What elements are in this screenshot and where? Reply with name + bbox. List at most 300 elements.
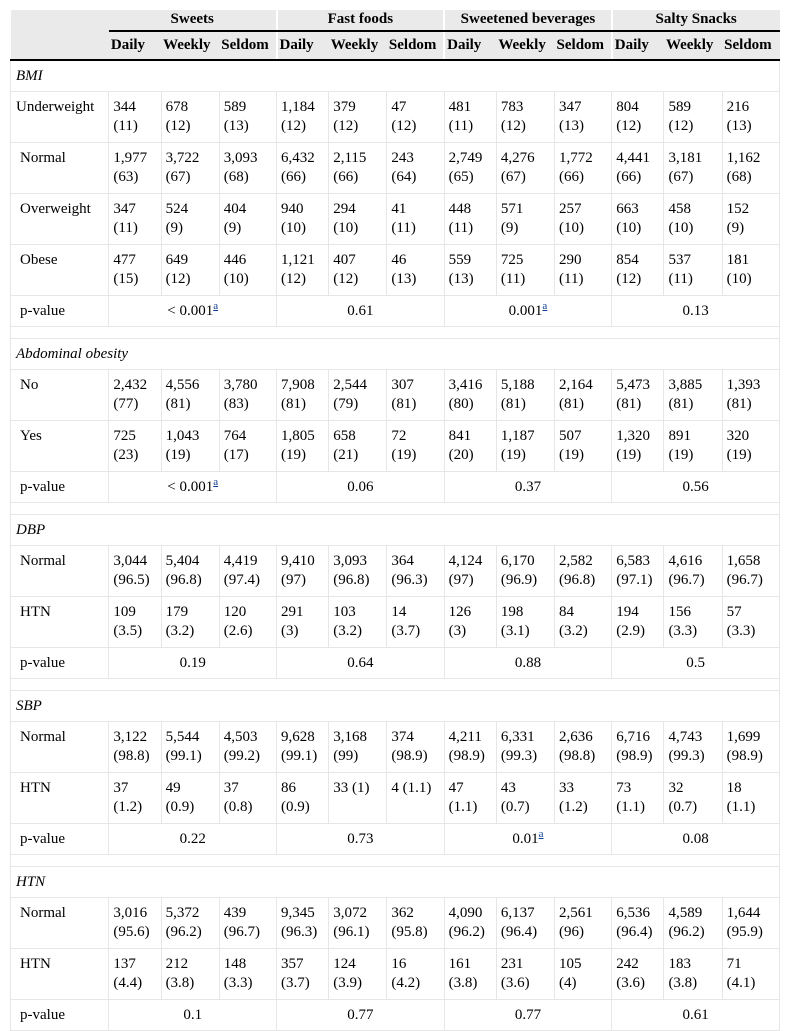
cell-count: 4,441 <box>616 149 650 166</box>
cell-count: 3,168 <box>333 728 367 745</box>
cell-count: 448 <box>448 200 472 217</box>
cell-count: 589 <box>223 98 247 115</box>
cell-count: 320 <box>726 427 750 444</box>
data-cell <box>387 596 444 647</box>
cell-count: 364 <box>391 552 414 569</box>
group-header-sweetened-beverages: Sweetened beverages <box>444 10 612 31</box>
data-cell <box>664 772 722 823</box>
cell-count: 242 <box>616 955 639 972</box>
cell-percent: (12) <box>281 271 307 287</box>
data-cell <box>555 193 612 244</box>
cell-count: 3,044 <box>113 552 148 569</box>
subheader-daily: Daily <box>277 31 329 60</box>
data-cell <box>612 545 664 596</box>
data-cell <box>161 897 219 948</box>
data-cell <box>219 369 276 420</box>
cell-count: 3,885 <box>668 376 703 393</box>
data-cell <box>444 596 496 647</box>
data-cell <box>329 596 387 647</box>
section-header-row <box>11 514 780 545</box>
cell-percent: (77) <box>113 396 139 412</box>
cell-percent: (21) <box>333 447 359 463</box>
data-cell <box>496 420 554 471</box>
cell-percent: (96.4) <box>500 924 538 940</box>
cell-percent: (0.8) <box>223 799 253 815</box>
data-cell <box>219 596 276 647</box>
data-cell <box>219 193 276 244</box>
cell-percent: (2.9) <box>616 623 645 639</box>
data-cell <box>612 948 664 999</box>
section-header-row <box>11 690 780 721</box>
data-cell <box>664 91 722 142</box>
data-cell <box>444 369 496 420</box>
pvalue: 0.001 <box>508 302 543 319</box>
data-cell <box>277 596 329 647</box>
data-cell <box>664 244 722 295</box>
data-cell <box>664 596 722 647</box>
data-cell <box>387 772 444 823</box>
cell-count: 2,544 <box>333 376 367 393</box>
corner-cell-lower <box>11 31 109 60</box>
data-cell <box>219 420 276 471</box>
subheader-seldom: Seldom <box>387 31 444 60</box>
cell-percent: (2.6) <box>223 623 253 639</box>
data-cell <box>329 721 387 772</box>
cell-count: 725 <box>500 251 524 268</box>
data-cell <box>555 545 612 596</box>
cell-percent: (12) <box>668 118 694 134</box>
cell-count: 3,416 <box>448 376 483 393</box>
cell-count: 33 (1) <box>333 779 370 796</box>
data-cell <box>722 596 779 647</box>
cell-percent: (10) <box>559 220 585 236</box>
cell-count: 1,121 <box>281 251 315 268</box>
pvalue-cell <box>444 823 612 854</box>
data-cell <box>277 545 329 596</box>
cell-count: 137 <box>113 955 136 972</box>
cell-count: 179 <box>165 603 189 620</box>
cell-percent: (20) <box>448 447 474 463</box>
pvalue-cell <box>277 471 445 502</box>
cell-count: 2,432 <box>113 376 148 393</box>
footnote-link[interactable]: a <box>213 299 219 312</box>
cell-percent: (3) <box>448 623 467 639</box>
pvalue-row <box>11 647 780 678</box>
cell-count: 477 <box>113 251 136 268</box>
data-cell <box>277 948 329 999</box>
pvalue: 0.56 <box>682 478 709 495</box>
data-cell <box>329 948 387 999</box>
subheader-weekly: Weekly <box>664 31 722 60</box>
cell-percent: (3.9) <box>333 975 362 991</box>
data-cell <box>329 772 387 823</box>
pvalue: 0.64 <box>347 654 374 671</box>
cell-percent: (96.1) <box>333 924 370 940</box>
data-cell <box>555 142 612 193</box>
data-cell <box>387 142 444 193</box>
cell-count: 33 <box>559 779 575 796</box>
pvalue-cell <box>612 647 780 678</box>
cell-count: 9,410 <box>281 552 315 569</box>
cell-percent: (81) <box>668 396 694 412</box>
cell-percent: (97) <box>281 572 307 588</box>
cell-count: 37 <box>113 779 129 796</box>
cell-percent: (11) <box>559 271 584 287</box>
pvalue: 0.77 <box>347 1006 374 1023</box>
data-cell <box>277 897 329 948</box>
cell-percent: (80) <box>448 396 474 412</box>
data-cell <box>444 772 496 823</box>
cell-count: 307 <box>391 376 414 393</box>
data-cell <box>722 369 779 420</box>
cell-count: 571 <box>500 200 524 217</box>
cell-count: 4,124 <box>448 552 483 569</box>
cell-count: 49 <box>165 779 181 796</box>
table-row <box>11 721 780 772</box>
data-cell <box>496 369 554 420</box>
cell-percent: (81) <box>391 396 417 412</box>
data-cell <box>329 91 387 142</box>
cell-percent: (12) <box>333 118 359 134</box>
pvalue-row <box>11 295 780 326</box>
cell-count: 47 <box>391 98 407 115</box>
cell-percent: (98.9) <box>726 748 763 764</box>
cell-count: 404 <box>223 200 247 217</box>
data-cell <box>722 420 779 471</box>
pvalue: 0.88 <box>514 654 542 671</box>
data-cell <box>329 897 387 948</box>
cell-percent: (19) <box>616 447 642 463</box>
cell-count: 559 <box>448 251 472 268</box>
cell-percent: (95.9) <box>726 924 763 940</box>
cell-percent: (99.1) <box>165 748 202 764</box>
data-cell <box>329 244 387 295</box>
data-cell <box>612 596 664 647</box>
cell-percent: (66) <box>281 169 307 185</box>
data-cell <box>277 193 329 244</box>
cell-percent: (64) <box>391 169 417 185</box>
data-cell <box>109 545 161 596</box>
cell-count: 347 <box>113 200 136 217</box>
cell-count: 4,589 <box>668 904 703 921</box>
cell-percent: (19) <box>726 447 752 463</box>
data-cell <box>496 596 554 647</box>
data-cell <box>109 420 161 471</box>
data-cell <box>722 721 779 772</box>
data-cell <box>109 897 161 948</box>
cell-count: 524 <box>165 200 189 217</box>
cell-percent: (12) <box>500 118 526 134</box>
data-table <box>10 10 780 1031</box>
cell-percent: (81) <box>616 396 642 412</box>
cell-count: 2,115 <box>333 149 367 166</box>
cell-percent: (67) <box>165 169 191 185</box>
cell-count: 109 <box>113 603 136 620</box>
cell-count: 72 <box>391 427 407 444</box>
pvalue-cell <box>277 823 445 854</box>
cell-percent: (98.9) <box>448 748 485 764</box>
cell-count: 4,743 <box>668 728 703 745</box>
cell-percent: (99) <box>333 748 359 764</box>
section-spacer <box>11 326 780 338</box>
subheader-daily: Daily <box>109 31 161 60</box>
table-row <box>11 948 780 999</box>
cell-count: 783 <box>500 98 524 115</box>
pvalue: 0.13 <box>682 302 709 319</box>
subheader-weekly: Weekly <box>329 31 387 60</box>
cell-percent: (95.6) <box>113 924 150 940</box>
data-cell <box>612 721 664 772</box>
cell-count: 257 <box>559 200 582 217</box>
table-row <box>11 420 780 471</box>
cell-percent: (81) <box>500 396 526 412</box>
cell-count: 291 <box>281 603 304 620</box>
cell-percent: (9) <box>165 220 184 236</box>
group-header-salty-snacks: Salty Snacks <box>612 10 780 31</box>
data-cell <box>496 897 554 948</box>
table-row <box>11 596 780 647</box>
cell-count: 841 <box>448 427 472 444</box>
cell-count: 407 <box>333 251 356 268</box>
subheader-daily: Daily <box>444 31 496 60</box>
pvalue-cell <box>109 647 277 678</box>
data-cell <box>722 545 779 596</box>
cell-percent: (96.4) <box>616 924 653 940</box>
table-row <box>11 545 780 596</box>
cell-percent: (3.3) <box>726 623 756 639</box>
cell-percent: (96.9) <box>500 572 538 588</box>
cell-count: 212 <box>165 955 189 972</box>
footnote-link[interactable]: a <box>542 299 548 312</box>
pvalue-cell <box>444 471 612 502</box>
pvalue-row <box>11 471 780 502</box>
cell-percent: (11) <box>668 271 693 287</box>
cell-percent: (12) <box>281 118 307 134</box>
table-row <box>11 897 780 948</box>
pvalue-cell <box>612 823 780 854</box>
data-cell <box>161 244 219 295</box>
data-cell <box>555 721 612 772</box>
cell-count: 37 <box>223 779 239 796</box>
cell-count: 7,908 <box>281 376 315 393</box>
cell-percent: (11) <box>500 271 526 287</box>
cell-percent: (10) <box>616 220 642 236</box>
data-cell <box>555 772 612 823</box>
cell-percent: (3.7) <box>391 623 421 639</box>
cell-percent: (3.1) <box>500 623 530 639</box>
cell-count: 1,184 <box>281 98 315 115</box>
footnote-link[interactable]: a <box>213 475 219 488</box>
footnote-link[interactable]: a <box>538 827 544 840</box>
cell-percent: (67) <box>668 169 694 185</box>
cell-count: 4,503 <box>223 728 258 745</box>
data-cell <box>612 772 664 823</box>
table-row <box>11 369 780 420</box>
cell-count: 3,093 <box>223 149 258 166</box>
subheader-daily: Daily <box>612 31 664 60</box>
data-cell <box>109 721 161 772</box>
cell-count: 18 <box>726 779 742 796</box>
cell-count: 678 <box>165 98 189 115</box>
row-label: HTN <box>11 596 109 647</box>
cell-percent: (3.8) <box>448 975 478 991</box>
cell-count: 2,164 <box>559 376 593 393</box>
cell-percent: (96.2) <box>165 924 202 940</box>
table-row <box>11 142 780 193</box>
cell-percent: (19) <box>281 447 307 463</box>
group-header-fast-foods: Fast foods <box>277 10 445 31</box>
cell-count: 14 <box>391 603 407 620</box>
cell-count: 589 <box>668 98 691 115</box>
cell-percent: (3.2) <box>559 623 588 639</box>
cell-count: 3,181 <box>668 149 703 166</box>
cell-count: 3,093 <box>333 552 367 569</box>
cell-percent: (1.2) <box>113 799 143 815</box>
data-cell <box>387 420 444 471</box>
pvalue-label: p-value <box>11 999 109 1030</box>
cell-percent: (13) <box>559 118 585 134</box>
data-cell <box>277 420 329 471</box>
pvalue-label: p-value <box>11 295 109 326</box>
data-cell <box>387 721 444 772</box>
cell-count: 4,211 <box>448 728 482 745</box>
cell-count: 4,616 <box>668 552 703 569</box>
cell-percent: (13) <box>726 118 752 134</box>
section-spacer <box>11 678 780 690</box>
data-cell <box>444 545 496 596</box>
cell-percent: (66) <box>616 169 642 185</box>
pvalue-cell <box>444 295 612 326</box>
data-cell <box>664 193 722 244</box>
section-title: Abdominal obesity <box>11 338 780 369</box>
cell-percent: (66) <box>559 169 585 185</box>
cell-count: 148 <box>223 955 247 972</box>
cell-percent: (98.9) <box>391 748 428 764</box>
pvalue-row <box>11 823 780 854</box>
pvalue-cell <box>277 999 445 1030</box>
section-title: DBP <box>11 514 780 545</box>
cell-count: 5,404 <box>165 552 200 569</box>
data-cell <box>387 369 444 420</box>
cell-percent: (67) <box>500 169 526 185</box>
cell-count: 120 <box>223 603 247 620</box>
pvalue-cell <box>612 295 780 326</box>
pvalue-cell <box>444 999 612 1030</box>
cell-count: 2,636 <box>559 728 593 745</box>
cell-percent: (15) <box>113 271 139 287</box>
data-cell <box>109 369 161 420</box>
row-label: Normal <box>11 545 109 596</box>
cell-count: 161 <box>448 955 472 972</box>
cell-count: 764 <box>223 427 247 444</box>
cell-count: 4,276 <box>500 149 535 166</box>
pvalue: 0.37 <box>514 478 542 495</box>
data-cell <box>277 721 329 772</box>
cell-count: 362 <box>391 904 414 921</box>
row-label: Obese <box>11 244 109 295</box>
cell-count: 294 <box>333 200 356 217</box>
cell-count: 439 <box>223 904 247 921</box>
data-cell <box>555 244 612 295</box>
spacer-cell <box>11 854 780 866</box>
cell-percent: (3.2) <box>333 623 362 639</box>
data-cell <box>277 91 329 142</box>
data-cell <box>444 193 496 244</box>
cell-count: 804 <box>616 98 639 115</box>
cell-percent: (65) <box>448 169 474 185</box>
data-cell <box>664 897 722 948</box>
data-cell <box>496 91 554 142</box>
cell-count: 2,582 <box>559 552 593 569</box>
row-label: Normal <box>11 142 109 193</box>
subheader-weekly: Weekly <box>496 31 554 60</box>
data-cell <box>612 244 664 295</box>
cell-percent: (81) <box>726 396 752 412</box>
cell-count: 1,772 <box>559 149 593 166</box>
table-row <box>11 91 780 142</box>
cell-count: 357 <box>281 955 304 972</box>
data-cell <box>664 545 722 596</box>
data-cell <box>664 142 722 193</box>
cell-count: 152 <box>726 200 750 217</box>
cell-percent: (96) <box>559 924 585 940</box>
data-cell <box>109 596 161 647</box>
cell-count: 57 <box>726 603 742 620</box>
data-cell <box>109 91 161 142</box>
cell-count: 379 <box>333 98 356 115</box>
data-cell <box>387 91 444 142</box>
subheader-seldom: Seldom <box>722 31 779 60</box>
data-cell <box>277 244 329 295</box>
pvalue: 0.19 <box>179 654 206 671</box>
cell-percent: (96.7) <box>726 572 763 588</box>
cell-percent: (81) <box>165 396 191 412</box>
cell-percent: (4) <box>559 975 577 991</box>
data-cell <box>612 369 664 420</box>
cell-percent: (99.3) <box>500 748 538 764</box>
cell-count: 658 <box>333 427 356 444</box>
cell-percent: (96.3) <box>391 572 428 588</box>
section-spacer <box>11 502 780 514</box>
cell-percent: (0.7) <box>668 799 698 815</box>
cell-percent: (98.8) <box>113 748 150 764</box>
pvalue-cell <box>612 471 780 502</box>
data-cell <box>109 193 161 244</box>
cell-percent: (81) <box>281 396 307 412</box>
cell-percent: (3) <box>281 623 299 639</box>
data-cell <box>329 420 387 471</box>
data-cell <box>612 142 664 193</box>
cell-percent: (10) <box>281 220 307 236</box>
pvalue: 0.77 <box>514 1006 542 1023</box>
section-title: HTN <box>11 866 780 897</box>
data-cell <box>161 596 219 647</box>
cell-percent: (96.8) <box>559 572 596 588</box>
subheader-seldom: Seldom <box>219 31 276 60</box>
cell-count: 481 <box>448 98 472 115</box>
cell-percent: (96.2) <box>448 924 485 940</box>
cell-percent: (4.2) <box>391 975 421 991</box>
pvalue-cell <box>109 823 277 854</box>
cell-count: 4,556 <box>165 376 200 393</box>
data-cell <box>277 369 329 420</box>
cell-percent: (79) <box>333 396 359 412</box>
cell-count: 5,544 <box>165 728 200 745</box>
cell-count: 6,536 <box>616 904 650 921</box>
data-cell <box>555 897 612 948</box>
cell-percent: (12) <box>165 118 191 134</box>
corner-cell <box>11 10 109 31</box>
